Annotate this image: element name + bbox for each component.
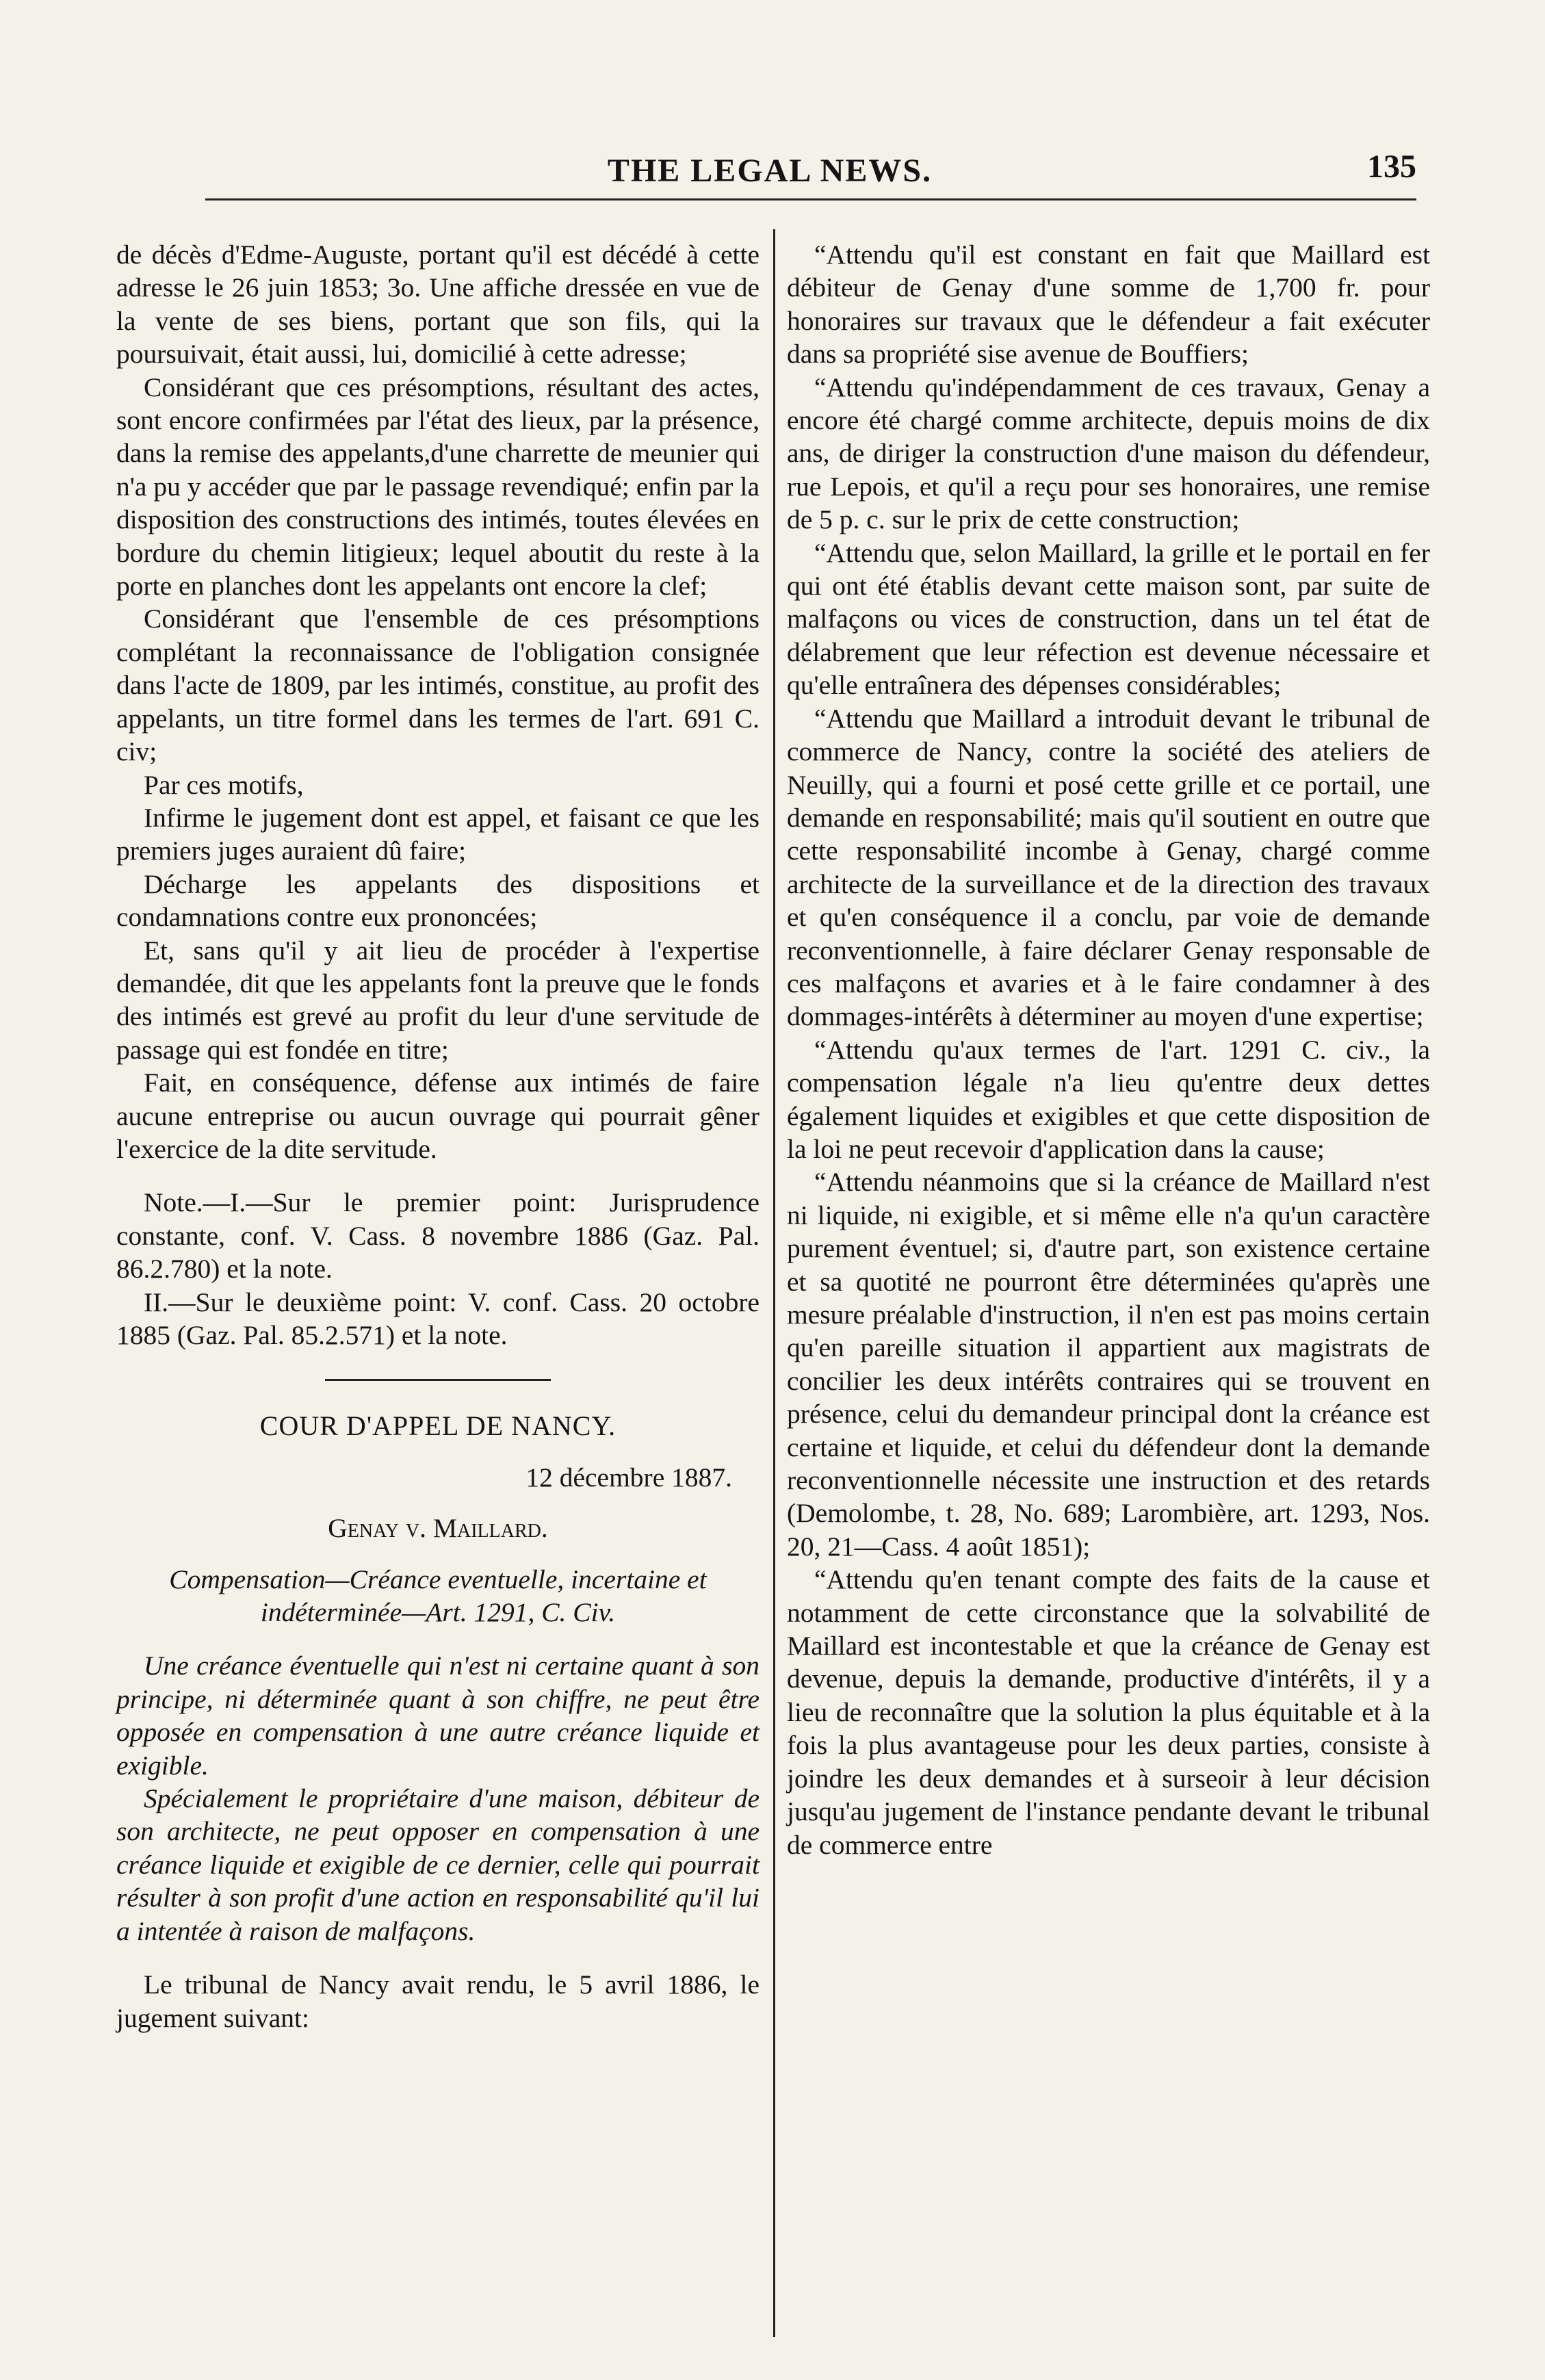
section-rule — [325, 1379, 551, 1381]
note-paragraph: Note.—I.—Sur le premier point: Jurisprudence constante, conf. V. Cass. 8 novembre 1886 (Gaz. Pal. 86.2.780) et la note. — [116, 1187, 759, 1284]
paragraph: de décès d'Edme-Auguste, portant qu'il est décédé à cette adresse le 26 juin 1853; 3o. Une affiche dressée en vue de la vente de ses biens, portant que son fils, qui la poursuivait, était aussi, lui, domicilié à cette adresse; — [116, 240, 759, 370]
paragraph: Infirme le jugement dont est appel, et faisant ce que les premiers juges auraient dû faire; — [116, 802, 759, 866]
syllabus-paragraph: Une créance éventuelle qui n'est ni certaine quant à son principe, ni déterminée quant à son chiffre, ne peut être opposée en compensation à une autre créance liquide et exigible. — [116, 1651, 759, 1781]
paragraph: “Attendu qu'indépendamment de ces travaux, Genay a encore été chargé comme architecte, depuis moins de dix ans, de diriger la construction d'une maison du défendeur, rue Lepois, et qu'il a reçu pour ses honoraires, une remise de 5 p. c. sur le prix de cette construction; — [787, 372, 1430, 535]
page-header — [123, 148, 1416, 200]
paragraph: Considérant que l'ensemble de ces présomptions complétant la reconnaissance de l'obligation consignée dans l'acte de 1809, par les intimés, constitue, au profit des appelants, un titre formel dans les termes de l'art. 691 C. civ; — [116, 604, 759, 767]
paragraph: “Attendu qu'aux termes de l'art. 1291 C. civ., la compensation légale n'a lieu qu'entre deux dettes également liquides et exigibles et que cette disposition de la loi ne peut recevoir d'application dans la cause; — [787, 1034, 1430, 1164]
page-number: 135 — [1367, 148, 1416, 185]
paragraph: “Attendu qu'il est constant en fait que Maillard est débiteur de Genay d'une somme de 1,700 fr. pour honoraires sur travaux que le défendeur a fait exécuter dans sa propriété sise avenue de Bouffiers; — [787, 240, 1430, 370]
syllabus-paragraph: Spécialement le propriétaire d'une maison, débiteur de son architecte, ne peut opposer en compensation à une créance liquide et exigible de ce dernier, celle qui pourrait résulter à son profit d'une action en responsabilité qu'il lui a intentée à raison de malfaçons. — [116, 1783, 759, 1946]
paragraph: Considérant que ces présomptions, résultant des actes, sont encore confirmées par l'état des lieux, par la présence, dans la remise des appelants,d'une charrette de meunier qui n'a pu y accéder que par le passage revendiqué; enfin par la disposition des constructions des intimés, toutes élevées en bordure du chemin litigieux; lequel aboutit du reste à la porte en planches dont les appelants ont encore la clef; — [116, 372, 759, 602]
header-rule — [205, 198, 1416, 201]
paragraph: Le tribunal de Nancy avait rendu, le 5 avril 1886, le jugement suivant: — [116, 1969, 759, 2033]
decision-date: 12 décembre 1887. — [525, 1462, 732, 1492]
left-column — [116, 238, 759, 2034]
spacer — [116, 1948, 759, 1968]
spacer — [116, 1165, 759, 1186]
column-divider — [773, 229, 775, 2337]
case-parties: Genay v. Maillard. — [328, 1513, 548, 1544]
paragraph: “Attendu qu'en tenant compte des faits de la cause et notamment de cette circonstance que la solvabilité de Maillard est incontestable et que la créance de Genay est devenue, depuis la demande, productive d'intérêts, il y a lieu de reconnaître que la solution la plus équitable et à la fois la plus avantageuse pour les deux parties, consiste à joindre les deux demandes et à surseoir à leur décision jusqu'au jugement de l'instance pendante devant le tribunal de commerce entre — [787, 1564, 1430, 1860]
paragraph: “Attendu néanmoins que si la créance de Maillard n'est ni liquide, ni exigible, et si même elle n'a qu'un caractère purement éventuel; si, d'autre part, son existence certaine et sa quotité ne pourront être déterminées qu'après une mesure préalable d'instruction, il n'en est pas moins certain qu'en pareille situation il appartient aux magistrats de concilier les deux intérêts contraires qui se trouvent en présence, celui du demandeur principal dont la créance est certaine et liquide, et celui du défendeur dont la demande reconventionnelle nécessite une instruction et des retards (Demolombe, t. 28, No. 689; Larombière, art. 1293, Nos. 20, 21—Cass. 4 août 1851); — [787, 1167, 1430, 1562]
paragraph: “Attendu que, selon Maillard, la grille et le portail en fer qui ont été établis devant cette maison sont, par suite de malfaçons ou vices de construction, dans un tel état de délabrement que leur réfection est devenue nécessaire et qu'elle entraînera des dépenses considérables; — [787, 537, 1430, 701]
right-column — [787, 238, 1430, 1861]
paragraph: Décharge les appelants des dispositions et condamnations contre eux prononcées; — [116, 868, 759, 933]
journal-title: THE LEGAL NEWS. — [607, 153, 933, 189]
court-heading: COUR D'APPEL DE NANCY. — [259, 1410, 616, 1442]
paragraph: Et, sans qu'il y ait lieu de procéder à l'expertise demandée, dit que les appelants font la preuve que le fonds des intimés est grevé au profit du leur d'une servitude de passage qui est fondée en titre; — [116, 935, 759, 1065]
note-paragraph: II.—Sur le deuxième point: V. conf. Cass. 20 octobre 1885 (Gaz. Pal. 85.2.571) et la note. — [116, 1286, 759, 1350]
paragraph: Fait, en conséquence, défense aux intimés de faire aucune entreprise ou aucun ouvrage qui pourrait gêner l'exercice de la dite servitude. — [116, 1068, 759, 1164]
paragraph: Par ces motifs, — [144, 769, 304, 800]
case-subject: Compensation—Créance eventuelle, incertaine et indéterminée—Art. 1291, C. Civ. — [169, 1564, 707, 1628]
paragraph: “Attendu que Maillard a introduit devant le tribunal de commerce de Nancy, contre la société des ateliers de Neuilly, qui a fourni et posé cette grille et ce portail, une demande en responsabilité; mais qu'il soutient en outre que cette responsabilité incombe à Genay, chargé comme architecte de la surveillance et de la direction des travaux et qu'en conséquence il a conclu, par voie de demande reconventionnelle, à faire déclarer Genay responsable de ces malfaçons et avaries et à le faire condamner à des dommages-intérêts à déterminer au moyen d'une expertise; — [787, 703, 1430, 1032]
